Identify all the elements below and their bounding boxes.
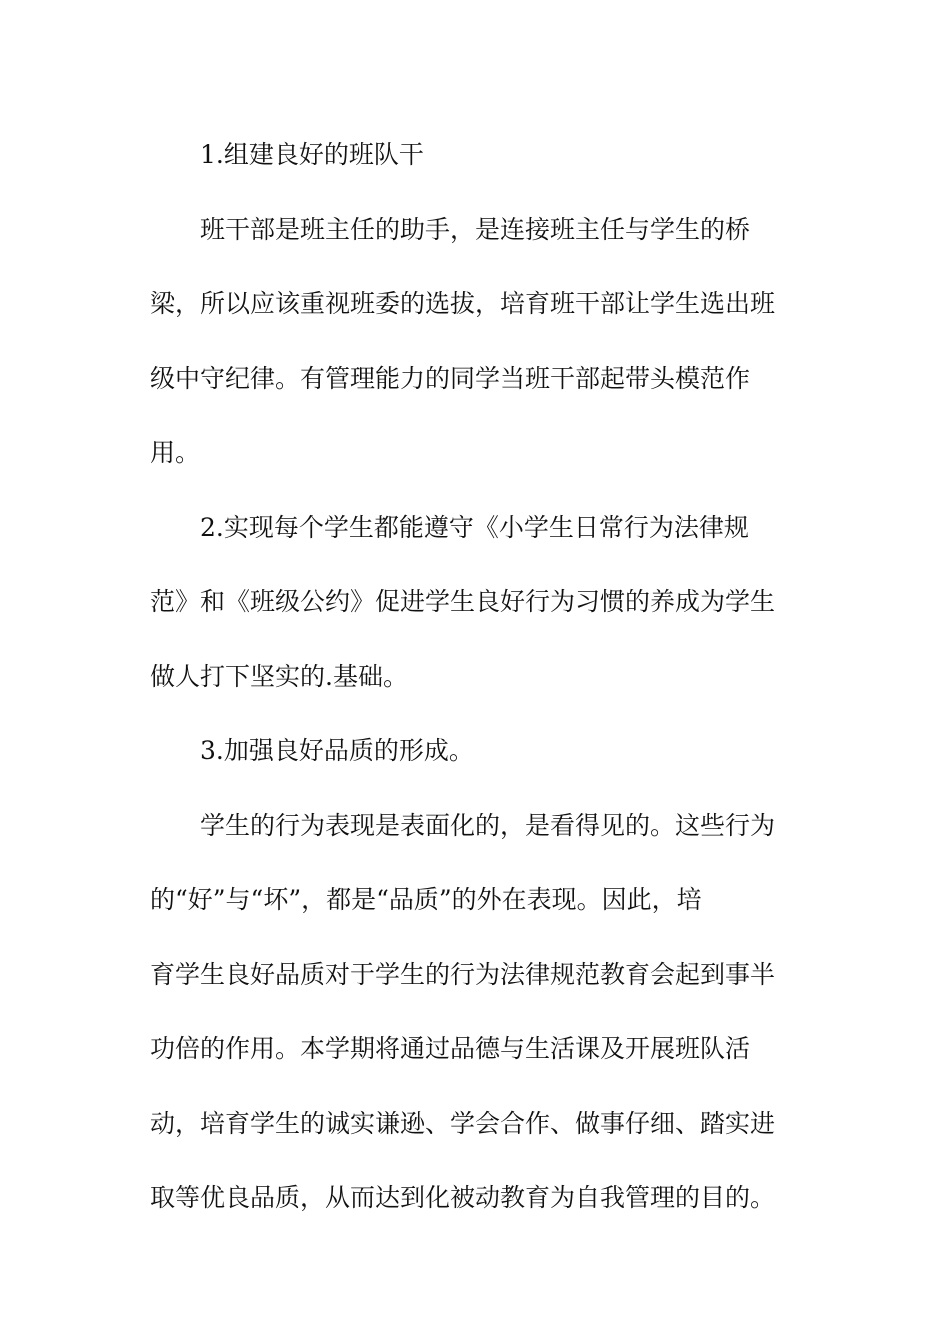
paragraph-1-line-2: 梁，所以应该重视班委的选拔，培育班干部让学生选出班 xyxy=(150,289,776,318)
paragraph-1-line-3: 级中守纪律。有管理能力的同学当班干部起带头模范作 xyxy=(150,363,751,393)
paragraph-3-line-4: 功倍的作用。本学期将通过品德与生活课及开展班队活 xyxy=(150,1034,751,1063)
paragraph-2-line-2: 范》和《班级公约》促进学生良好行为习惯的养成为学生 xyxy=(150,587,776,616)
section-heading-3: 3.加强良好品质的形成。 xyxy=(200,736,474,765)
paragraph-3-line-2: 的“好”与“坏”，都是“品质”的外在表现。因此，培 xyxy=(150,885,702,914)
section-heading-1: 1.组建良好的班队干 xyxy=(200,140,424,169)
paragraph-2-line-1: 2.实现每个学生都能遵守《小学生日常行为法律规 xyxy=(200,512,749,542)
paragraph-3-line-3: 育学生良好品质对于学生的行为法律规范教育会起到事半 xyxy=(150,959,776,989)
paragraph-3-line-1: 学生的行为表现是表面化的，是看得见的。这些行为 xyxy=(200,810,776,840)
paragraph-3-line-6: 取等优良品质，从而达到化被动教育为自我管理的目的。 xyxy=(150,1183,776,1212)
paragraph-1-line-1: 班干部是班主任的助手，是连接班主任与学生的桥 xyxy=(200,214,751,244)
paragraph-1-line-4: 用。 xyxy=(150,438,201,467)
document-body xyxy=(150,118,800,1236)
paragraph-2-line-3: 做人打下坚实的.基础。 xyxy=(150,661,408,691)
paragraph-3-line-5: 动，培育学生的诚实谦逊、学会合作、做事仔细、踏实进 xyxy=(150,1108,776,1138)
